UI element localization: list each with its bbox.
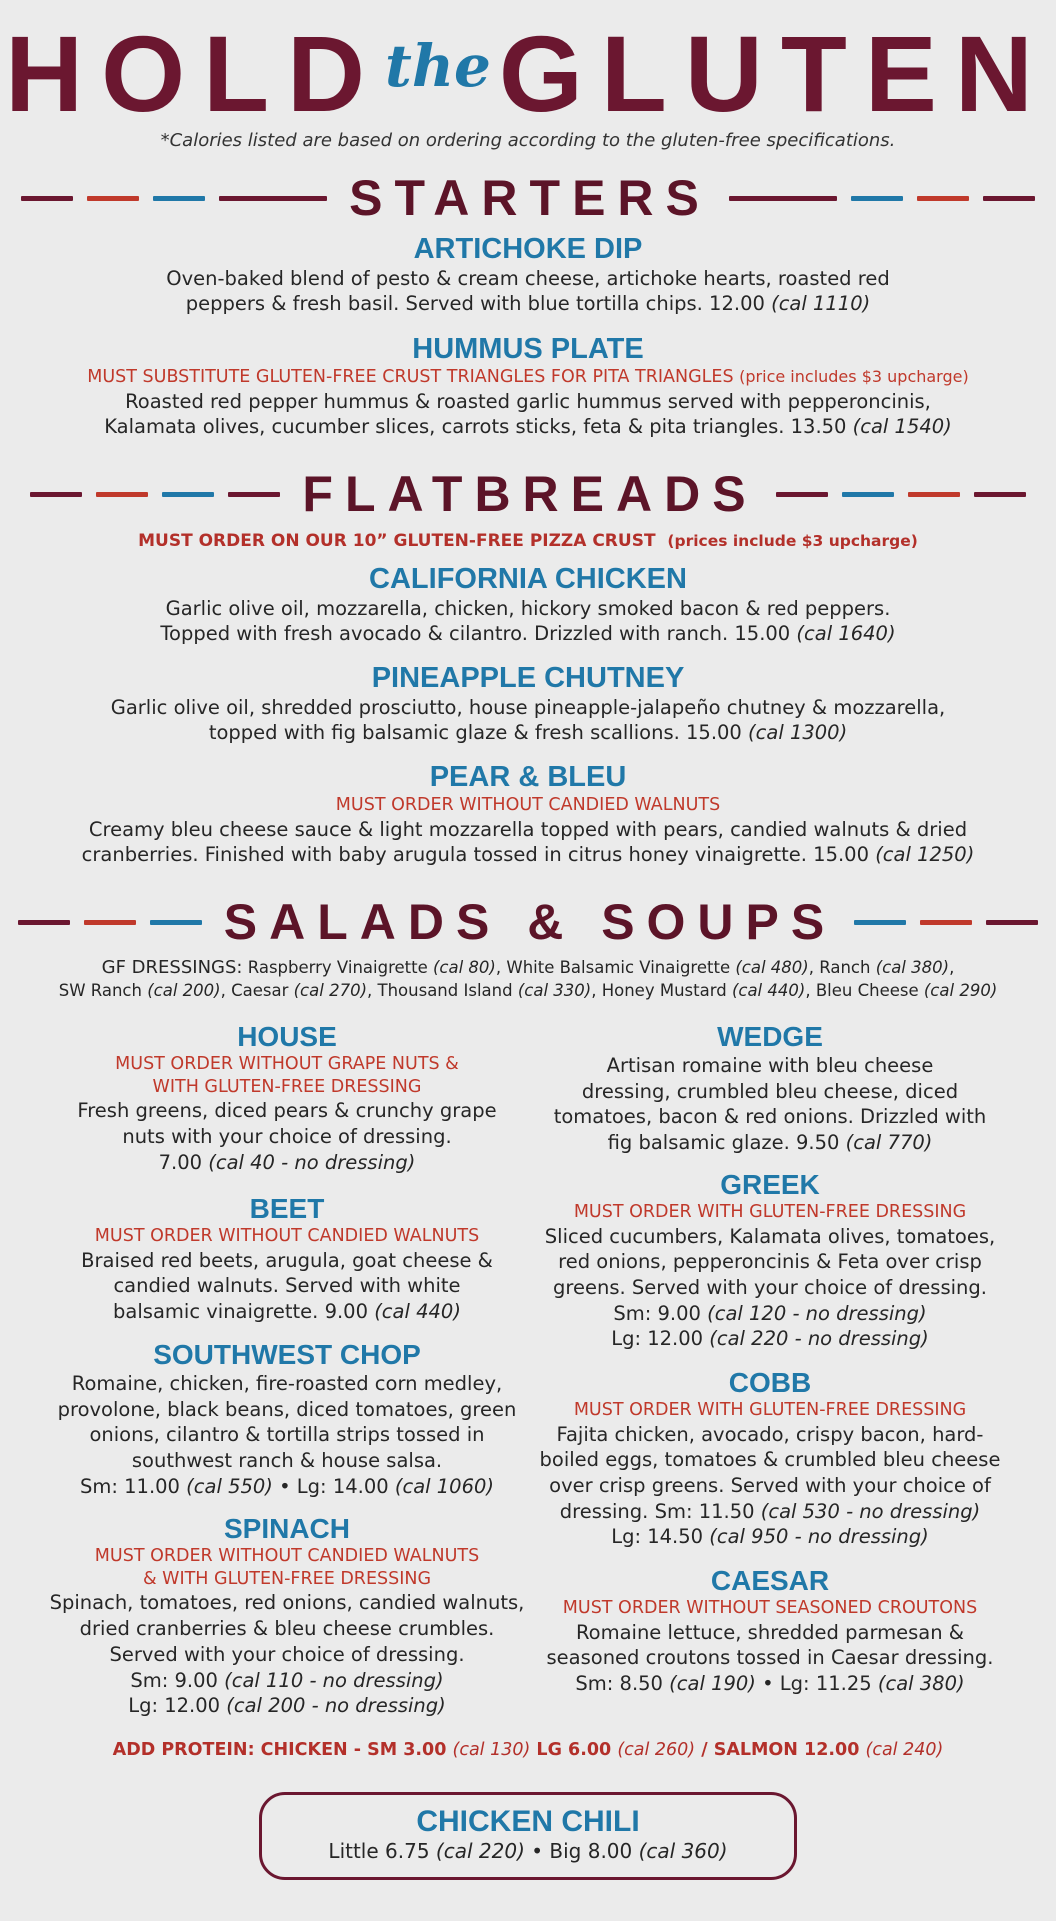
menu-item-wedge-salad	[530, 1022, 1010, 1156]
calories: (cal 1110)	[771, 292, 871, 316]
gluten-free-note: WITH GLUTEN-FREE DRESSING	[152, 1076, 422, 1097]
item-title: SOUTHWEST CHOP	[153, 1339, 421, 1370]
menu-text: Lg: 12.00	[611, 1327, 704, 1351]
item-description	[262, 1838, 794, 1864]
menu-text: dried cranberries & bleu cheese crumbles.	[79, 1617, 495, 1641]
menu-text: tomatoes, bacon & red onions. Drizzled with	[553, 1105, 987, 1129]
item-title: CALIFORNIA CHICKEN	[369, 563, 687, 595]
menu-text: (cal 80)	[432, 958, 496, 977]
menu-text: (cal 200 - no dressing)	[226, 1694, 446, 1718]
dash-divider-right	[854, 920, 1038, 925]
divider-dash	[983, 196, 1035, 201]
menu-text: dressing. Sm: 11.50	[559, 1499, 755, 1523]
dash-divider-left	[30, 492, 280, 497]
menu-text: balsamic vinaigrette. 9.00	[113, 1300, 368, 1324]
menu-text: SW Ranch	[58, 981, 142, 1001]
menu-text: (cal 200)	[147, 981, 221, 1001]
calories: (cal 440)	[374, 1300, 461, 1324]
menu-text: MUST SUBSTITUTE GLUTEN-FREE CRUST TRIANGLES FOR PITA TRIANGLES	[87, 366, 734, 387]
divider-dash	[974, 492, 1026, 497]
gluten-free-note: & WITH GLUTEN-FREE DRESSING	[142, 1568, 432, 1589]
item-title: HUMMUS PLATE	[412, 333, 644, 365]
menu-item-caesar-salad	[530, 1566, 1010, 1697]
divider-dash	[920, 920, 972, 925]
section-title-salads-soups: SALADS & SOUPS	[223, 894, 837, 950]
menu-item-hummus-plate	[0, 334, 1056, 439]
menu-text: candied walnuts. Served with white	[113, 1274, 461, 1298]
item-title: GREEK	[720, 1169, 820, 1200]
menu-text: Raspberry Vinaigrette	[247, 958, 428, 977]
menu-text: (cal 380)	[877, 1672, 965, 1696]
menu-item-house-salad	[42, 1022, 532, 1176]
item-description	[0, 414, 1056, 439]
menu-text: (cal 270)	[293, 981, 368, 1001]
menu-text: Ranch	[819, 958, 871, 977]
calories: (cal 770)	[845, 1131, 933, 1154]
item-description	[0, 389, 1056, 414]
menu-text: (cal 120 - no dressing)	[707, 1301, 927, 1325]
menu-item-california-chicken	[0, 564, 1056, 647]
menu-text: over crisp greens. Served with your choice of	[549, 1474, 991, 1498]
menu-text: (cal 220 - no dressing)	[709, 1327, 929, 1351]
menu-text: (cal 330)	[517, 981, 592, 1001]
salads-soups-heading	[0, 894, 1056, 950]
gluten-free-note: MUST ORDER WITHOUT CANDIED WALNUTS	[94, 1545, 480, 1566]
menu-text: ADD PROTEIN: CHICKEN - SM 3.00	[112, 1740, 447, 1760]
menu-text: Creamy bleu cheese sauce & light mozzarella topped with pears, candied walnuts & dried	[88, 817, 968, 841]
divider-dash	[21, 196, 73, 201]
menu-text: Sliced cucumbers, Kalamata olives, tomatoes,	[544, 1224, 996, 1248]
menu-item-beet-salad	[42, 1194, 532, 1325]
menu-text: (cal 360)	[638, 1839, 728, 1863]
divider-dash	[87, 196, 139, 201]
menu-item-spinach-salad	[42, 1514, 532, 1719]
menu-text: (cal 260)	[617, 1740, 696, 1760]
dash-divider-right	[729, 196, 1035, 201]
divider-dash	[153, 196, 205, 201]
menu-text: Sm: 11.00	[80, 1474, 180, 1498]
calories: (cal 1250)	[875, 842, 975, 866]
section-title-starters: STARTERS	[349, 170, 711, 226]
menu-text: Spinach, tomatoes, red onions, candied walnuts,	[49, 1591, 525, 1615]
item-description	[0, 842, 1056, 867]
flatbreads-heading	[0, 466, 1056, 522]
menu-text: Braised red beets, arugula, goat cheese &	[81, 1248, 493, 1272]
menu-text: Kalamata olives, cucumber slices, carrots sticks, feta & pita triangles. 13.50	[104, 414, 847, 438]
menu-text: (cal 440)	[731, 981, 806, 1001]
menu-item-southwest-chop	[42, 1340, 532, 1499]
header-hold: HOLD	[5, 13, 384, 134]
gluten-free-note: MUST ORDER WITH GLUTEN-FREE DRESSING	[573, 1201, 967, 1222]
menu-text: • Lg: 14.00	[279, 1474, 389, 1498]
menu-text: Little 6.75	[328, 1839, 430, 1863]
item-title: CHICKEN CHILI	[416, 1805, 640, 1838]
gluten-free-note: MUST ORDER WITH GLUTEN-FREE DRESSING	[573, 1399, 967, 1420]
menu-text: greens. Served with your choice of dressing.	[553, 1276, 987, 1300]
divider-dash	[18, 920, 70, 925]
menu-text: Artisan romaine with bleu cheese	[606, 1053, 934, 1077]
item-title: BEET	[249, 1193, 325, 1224]
calories: (cal 1300)	[748, 721, 848, 745]
add-protein-note	[0, 1740, 1056, 1760]
menu-header	[0, 13, 1056, 134]
menu-text: (cal 130)	[452, 1740, 531, 1760]
menu-text: (cal 220)	[435, 1839, 525, 1863]
divider-dash	[228, 492, 280, 497]
menu-text: provolone, black beans, diced tomatoes, green	[57, 1397, 517, 1421]
item-description	[0, 266, 1056, 291]
item-description	[0, 596, 1056, 621]
menu-text: (price includes $3 upcharge)	[739, 366, 969, 386]
menu-text: Lg: 14.50	[611, 1525, 704, 1549]
menu-text: • Lg: 11.25	[762, 1672, 872, 1696]
menu-text: Garlic olive oil, shredded prosciutto, house pineapple-jalapeño chutney & mozzarella,	[110, 695, 946, 719]
item-title: SPINACH	[223, 1513, 350, 1544]
divider-dash	[851, 196, 903, 201]
menu-text: MUST ORDER ON OUR 10” GLUTEN-FREE PIZZA CRUST	[138, 531, 656, 551]
menu-text: Sm: 9.00	[130, 1668, 218, 1692]
starters-heading	[0, 170, 1056, 226]
flatbread-crust-note	[0, 531, 1056, 551]
menu-text: Romaine, chicken, fire-roasted corn medley,	[71, 1371, 503, 1395]
divider-dash	[729, 196, 837, 201]
menu-text: (cal 950 - no dressing)	[709, 1525, 929, 1549]
divider-dash	[986, 920, 1038, 925]
divider-dash	[854, 920, 906, 925]
divider-dash	[162, 492, 214, 497]
item-description	[0, 720, 1056, 745]
item-title: HOUSE	[237, 1021, 337, 1052]
gluten-free-note	[0, 366, 1056, 389]
header-the: the	[385, 32, 491, 100]
section-title-flatbreads: FLATBREADS	[302, 466, 758, 522]
menu-text: nuts with your choice of dressing.	[122, 1125, 452, 1149]
divider-dash	[30, 492, 82, 497]
menu-text: (cal 290)	[923, 981, 998, 1001]
dash-divider-left	[21, 196, 327, 201]
menu-text: Roasted red pepper hummus & roasted garlic hummus served with pepperoncinis,	[125, 389, 931, 413]
menu-text: (prices include $3 upcharge)	[667, 532, 918, 550]
menu-text: Garlic olive oil, mozzarella, chicken, hickory smoked bacon & red peppers.	[165, 596, 891, 620]
menu-text: • Big 8.00	[531, 1839, 633, 1863]
divider-dash	[219, 196, 327, 201]
calories: (cal 1640)	[796, 622, 896, 646]
menu-text: GF DRESSINGS:	[101, 957, 243, 978]
item-description	[0, 695, 1056, 720]
menu-text: (cal 1060)	[394, 1474, 494, 1498]
divider-dash	[776, 492, 828, 497]
item-title: ARTICHOKE DIP	[413, 233, 643, 265]
menu-text: topped with fig balsamic glaze & fresh scallions. 15.00	[208, 721, 742, 745]
menu-item-cobb-salad	[530, 1368, 1010, 1550]
menu-text: (cal 110 - no dressing)	[224, 1668, 444, 1692]
gf-dressings: GF DRESSINGS: Raspberry Vinaigrette (cal 80), White Balsamic Vinaigrette (cal 480), Ranch (cal 380), SW Ranch (cal 200), Caesar (cal 270), Thousand Island (cal 330), Honey Mustard (cal 440), Bleu Cheese (cal 290)	[58, 957, 998, 1001]
menu-text: Thousand Island	[377, 981, 513, 1001]
menu-text: southwest ranch & house salsa.	[131, 1449, 443, 1472]
menu-text: Sm: 8.50	[575, 1672, 663, 1696]
dash-divider-right	[776, 492, 1026, 497]
item-title: COBB	[728, 1367, 812, 1398]
dash-divider-left	[18, 920, 202, 925]
menu-text: 7.00	[158, 1150, 203, 1174]
divider-dash	[917, 196, 969, 201]
menu-text: (cal 530 - no dressing)	[760, 1499, 981, 1523]
calories: (cal 40 - no dressing)	[208, 1150, 416, 1174]
menu-item-greek-salad	[530, 1170, 1010, 1352]
item-title: PEAR & BLEU	[429, 761, 627, 793]
menu-text: seasoned croutons tossed in Caesar dressing.	[546, 1646, 994, 1670]
menu-text: Topped with fresh avocado & cilantro. Drizzled with ranch. 15.00	[160, 622, 791, 646]
menu-item-pear-bleu	[0, 762, 1056, 867]
menu-text: White Balsamic Vinaigrette	[506, 958, 731, 977]
menu-text: Romaine lettuce, shredded parmesan &	[575, 1620, 964, 1644]
divider-dash	[908, 492, 960, 497]
item-title: PINEAPPLE CHUTNEY	[371, 662, 685, 694]
menu-item-pineapple-chutney	[0, 663, 1056, 746]
divider-dash	[842, 492, 894, 497]
menu-item-artichoke-dip	[0, 234, 1056, 317]
gluten-free-note: MUST ORDER WITHOUT CANDIED WALNUTS	[94, 1225, 480, 1246]
menu-text: dressing, crumbled bleu cheese, diced	[581, 1079, 959, 1103]
chicken-chili-box	[259, 1792, 797, 1880]
menu-text: Fresh greens, diced pears & crunchy grape	[77, 1099, 497, 1123]
item-title: WEDGE	[717, 1021, 823, 1052]
menu-text: cranberries. Finished with baby arugula tossed in citrus honey vinaigrette. 15.00	[81, 842, 869, 866]
menu-text: (cal 240)	[865, 1740, 944, 1760]
menu-text: (cal 550)	[186, 1474, 273, 1498]
calorie-disclaimer: *Calories listed are based on ordering according to the gluten-free specifications.	[160, 130, 896, 151]
menu-text: onions, cilantro & tortilla strips tossed in	[89, 1423, 485, 1447]
item-description	[0, 291, 1056, 316]
header-gluten: GLUTEN	[498, 13, 1051, 134]
item-title: CAESAR	[710, 1565, 830, 1596]
menu-text: fig balsamic glaze. 9.50	[607, 1131, 840, 1154]
divider-dash	[96, 492, 148, 497]
menu-text: Caesar	[231, 981, 289, 1001]
menu-text: Fajita chicken, avocado, crispy bacon, hard-	[556, 1422, 984, 1446]
menu-text: (cal 380)	[875, 958, 950, 977]
gluten-free-note: MUST ORDER WITHOUT CANDIED WALNUTS	[335, 794, 721, 815]
menu-text: boiled eggs, tomatoes & crumbled bleu cheese	[539, 1448, 1001, 1472]
menu-text: Sm: 9.00	[613, 1301, 701, 1325]
menu-text: / SALMON 12.00	[701, 1740, 860, 1760]
menu-text: Bleu Cheese	[815, 981, 919, 1001]
gluten-free-note: MUST ORDER WITHOUT SEASONED CROUTONS	[562, 1597, 978, 1618]
item-description	[0, 817, 1056, 842]
menu-text: Lg: 12.00	[128, 1694, 221, 1718]
item-description	[0, 621, 1056, 646]
menu-text: LG 6.00	[536, 1740, 612, 1760]
menu-text: (cal 190)	[669, 1672, 756, 1696]
divider-dash	[150, 920, 202, 925]
menu-text: red onions, pepperoncinis & Feta over crisp	[558, 1250, 982, 1274]
menu-text: peppers & fresh basil. Served with blue tortilla chips. 12.00	[185, 292, 765, 316]
menu-text: Honey Mustard	[601, 981, 727, 1001]
gluten-free-note: MUST ORDER WITHOUT GRAPE NUTS &	[115, 1053, 459, 1074]
menu-text: (cal 480)	[735, 958, 809, 977]
divider-dash	[84, 920, 136, 925]
menu-text: Oven-baked blend of pesto & cream cheese, artichoke hearts, roasted red	[166, 266, 890, 290]
menu-text: Served with your choice of dressing.	[109, 1642, 465, 1666]
calories: (cal 1540)	[852, 414, 952, 438]
